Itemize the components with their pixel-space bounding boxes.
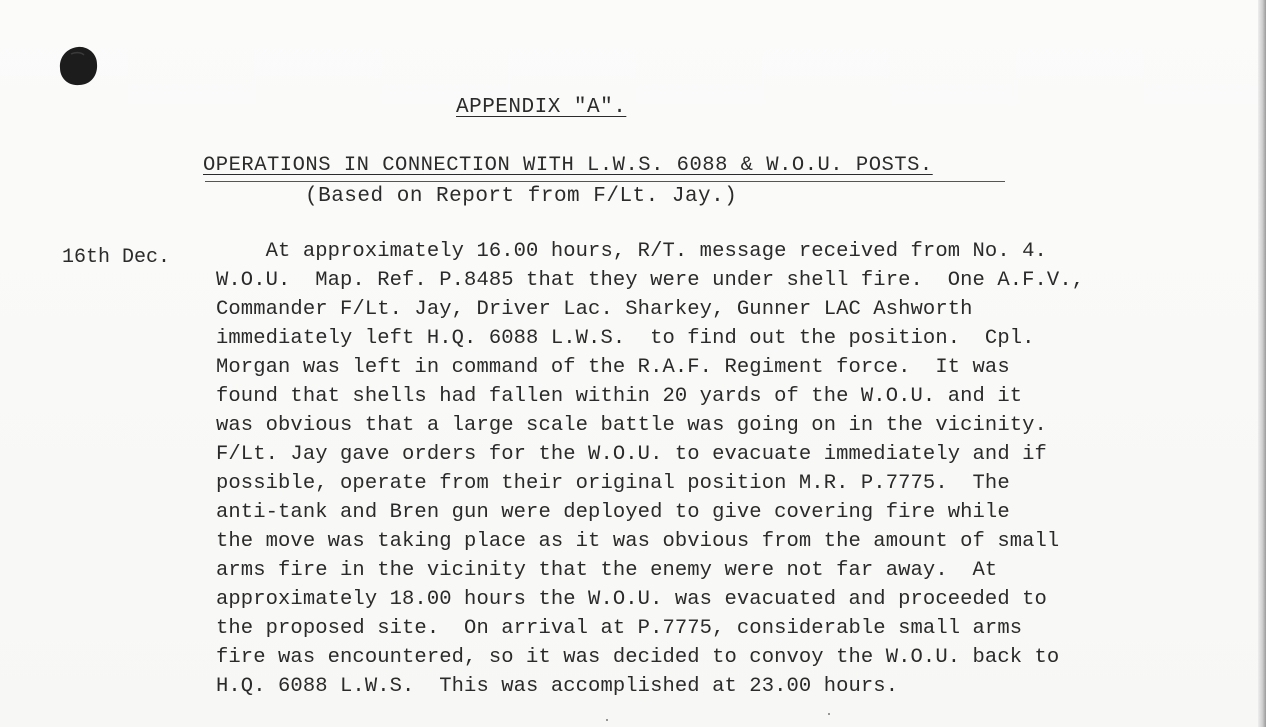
body-text-line: H.Q. 6088 L.W.S. This was accomplished at 23.00 hours.: [216, 675, 899, 698]
body-text-line: approximately 18.00 hours the W.O.U. was evacuated and proceeded to: [216, 588, 1047, 611]
title-double-underline: [205, 181, 1005, 182]
body-text-line: found that shells had fallen within 20 yards of the W.O.U. and it: [216, 385, 1023, 408]
operations-title: OPERATIONS IN CONNECTION WITH L.W.S. 6088 & W.O.U. POSTS.: [203, 154, 933, 177]
date-label: 16th Dec.: [62, 246, 171, 269]
paper-speck: [606, 719, 608, 721]
body-text-line: Commander F/Lt. Jay, Driver Lac. Sharkey, Gunner LAC Ashworth: [216, 298, 973, 321]
page-edge-shadow: [1258, 0, 1266, 727]
paper-speck: [828, 713, 830, 715]
appendix-title: APPENDIX "A".: [456, 96, 627, 119]
body-text-line: Morgan was left in command of the R.A.F. Regiment force. It was: [216, 356, 1010, 379]
body-text-line: the move was taking place as it was obvious from the amount of small: [216, 530, 1060, 553]
body-text-line: W.O.U. Map. Ref. P.8485 that they were under shell fire. One A.F.V.,: [216, 269, 1085, 292]
body-text-line: was obvious that a large scale battle was going on in the vicinity.: [216, 414, 1047, 437]
body-text-line: the proposed site. On arrival at P.7775, considerable small arms: [216, 617, 1023, 640]
body-text-line: anti-tank and Bren gun were deployed to give covering fire while: [216, 501, 1010, 524]
report-source-subtitle: (Based on Report from F/Lt. Jay.): [305, 185, 738, 208]
body-text-line: immediately left H.Q. 6088 L.W.S. to find out the position. Cpl.: [216, 327, 1035, 350]
body-text-line: fire was encountered, so it was decided to convoy the W.O.U. back to: [216, 646, 1060, 669]
body-text-line: F/Lt. Jay gave orders for the W.O.U. to evacuate immediately and if: [216, 443, 1047, 466]
body-text-line: possible, operate from their original position M.R. P.7775. The: [216, 472, 1010, 495]
body-text-line: arms fire in the vicinity that the enemy were not far away. At: [216, 559, 998, 582]
punch-hole-icon: [57, 45, 99, 87]
body-text-line: At approximately 16.00 hours, R/T. message received from No. 4.: [216, 240, 1047, 263]
